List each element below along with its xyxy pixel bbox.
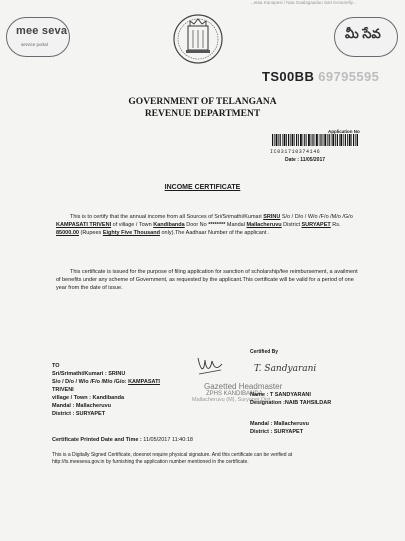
- meeseva-logo-tagline: service portal: [21, 42, 48, 47]
- to-line-relation: S/o / D/o / W/o /F/o /M/o /G/o: KAMPASATI: [52, 379, 160, 385]
- application-number: IC031710374146: [270, 149, 321, 155]
- officer-mandal: Mandal : Mallacheruvu: [250, 421, 309, 427]
- stamp-line-3: Mallacheruvu (M), Suryapet Dist: [192, 397, 271, 403]
- certify-intro: This is to certify that the annual income from all Sources of Sri/Srimathi/Kumari: [70, 214, 262, 220]
- serial-digits: 69795595: [318, 69, 380, 84]
- printed-label: Certificate Printed Date and Time :: [52, 437, 142, 443]
- rupees-prefix: (Rupees: [80, 230, 102, 236]
- to-line-name: Sri/Srimathi/Kumari : SRINU: [52, 371, 126, 377]
- meeseva-logo-left: [6, 17, 70, 57]
- district-prefix: District: [283, 222, 300, 228]
- relative-name: KAMPASATI TRIVENI: [56, 222, 112, 228]
- officer-district: District : SURYAPET: [250, 429, 304, 435]
- barcode-icon: [272, 134, 358, 146]
- digital-signature-note: [52, 452, 382, 466]
- officer-details: [250, 391, 331, 407]
- to-line-mandal: Mandal : Mallacheruvu: [52, 403, 111, 409]
- footnote-line-2: http://ts.meeseva.gov.in by furnishing the application number mentioned in the certificate.: [52, 459, 249, 465]
- certify-tail: only).The Aadhaar Number of the applicant .: [161, 230, 270, 236]
- certified-by-label: Certified By: [250, 349, 279, 355]
- to-line-relative: TRIVENI: [52, 387, 74, 393]
- officer-signature: T. Sandyarani: [254, 364, 317, 374]
- village-prefix: of village / Town: [112, 222, 152, 228]
- income-amount: 85000.00: [56, 230, 79, 236]
- serial-number: [262, 69, 379, 84]
- meeseva-telugu-text: మీ సేవ: [345, 26, 381, 41]
- to-line-village: village / Town : Kandibanda: [52, 395, 125, 401]
- certify-paragraph: [56, 213, 360, 237]
- officer-designation: Designation :NAIB TAHSILDAR: [250, 400, 332, 406]
- door-prefix: Door No: [186, 222, 207, 228]
- header-government: GOVERNMENT OF TELANGANA: [128, 97, 277, 107]
- header-department: REVENUE DEPARTMENT: [144, 109, 261, 119]
- district-name: SURYAPET: [301, 222, 331, 228]
- to-label: TO: [52, 363, 60, 369]
- mandal-name: Mallacheruvu: [246, 222, 282, 228]
- rs-prefix: Rs.: [332, 222, 341, 228]
- state-emblem-icon: [172, 12, 224, 66]
- purpose-paragraph: [56, 268, 360, 292]
- top-edge-text: ...etaa Kanapesi / Naa Gaalagaaduu Sari Kevanelly...: [250, 0, 357, 5]
- meeseva-logo-text: mee seva: [16, 25, 68, 37]
- purpose-text: This certificate is issued for the purpose of filing application for sanction of scholarship/fee reimbursement, a availment of benefits under any scheme of Government, as requested by the applicant.This certificate will be valid for a period of one year from the date of issue.: [56, 269, 358, 291]
- certificate-title: INCOME CERTIFICATE: [164, 184, 241, 191]
- meeseva-logo-right: [334, 17, 398, 57]
- headmaster-signature-icon: [195, 352, 225, 378]
- printed-datetime: [52, 436, 193, 444]
- serial-prefix: TS00BB: [262, 69, 315, 84]
- to-block: [52, 362, 172, 418]
- printed-value: 11/05/2017 11:40:18: [143, 437, 193, 443]
- village-name: Kandibanda: [153, 222, 185, 228]
- application-date: Date : 11/05/2017: [285, 157, 326, 163]
- income-amount-words: Eighty Five Thousand: [102, 230, 160, 236]
- door-number: ********: [208, 222, 226, 228]
- mandal-prefix: Mandal: [226, 222, 245, 228]
- officer-name: Name : T SANDYARANI: [250, 392, 311, 398]
- to-line-district: District : SURYAPET: [52, 411, 106, 417]
- officer-location: [250, 420, 309, 436]
- footnote-line-1: This is a Digitally Signed Certificate, doesnot require physical signature. And this certificate can be verified at: [52, 452, 293, 458]
- stamp-line-1: Gazetted Headmaster: [204, 382, 283, 391]
- application-label: Application No: [328, 129, 360, 134]
- relation-prefix: S/o / D/o / W/o /F/o /M/o /G/o: [281, 214, 353, 220]
- applicant-name: SRINU: [263, 214, 281, 220]
- stamp-line-2: ZPHS KANDIBANDA: [206, 391, 263, 397]
